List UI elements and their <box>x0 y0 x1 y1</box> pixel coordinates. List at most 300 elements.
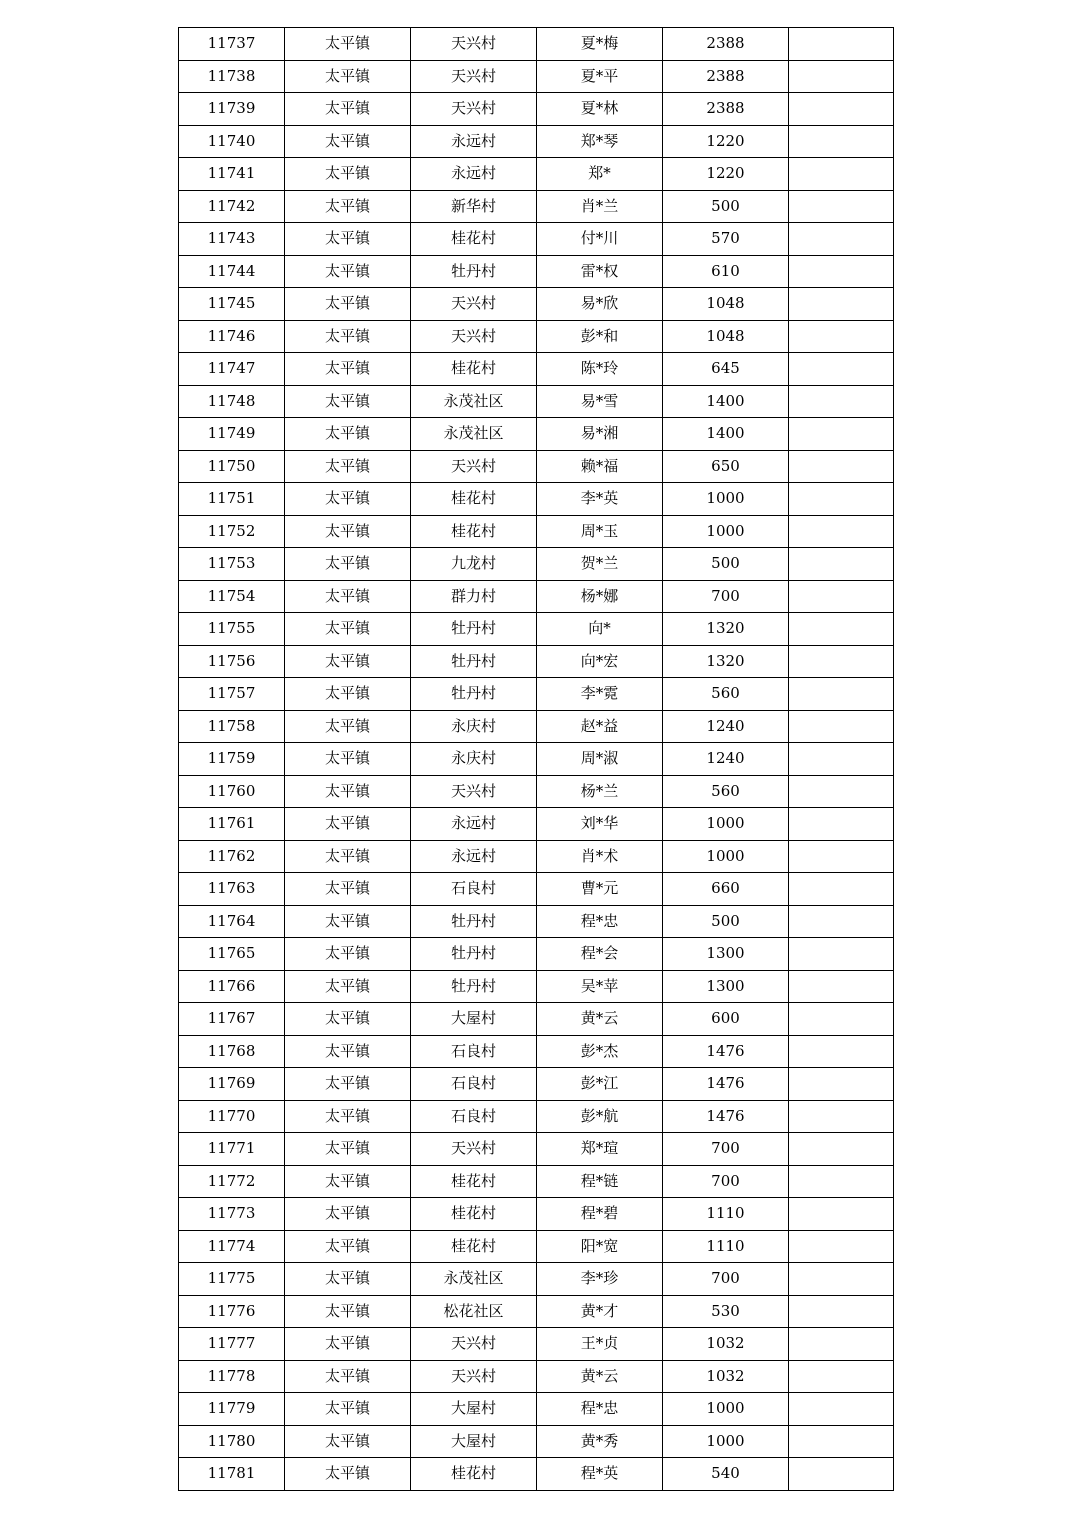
serial-number-cell: 11777 <box>179 1328 285 1361</box>
village-cell: 天兴村 <box>411 775 537 808</box>
name-cell: 肖*术 <box>537 840 663 873</box>
table-row <box>179 970 894 1003</box>
table-row <box>179 320 894 353</box>
town-cell: 太平镇 <box>285 1068 411 1101</box>
note-cell <box>789 515 894 548</box>
town-cell: 太平镇 <box>285 873 411 906</box>
village-cell: 永远村 <box>411 840 537 873</box>
amount-cell: 1400 <box>663 385 789 418</box>
serial-number-cell: 11770 <box>179 1100 285 1133</box>
serial-number-cell: 11753 <box>179 548 285 581</box>
name-cell: 周*淑 <box>537 743 663 776</box>
serial-number-cell: 11746 <box>179 320 285 353</box>
amount-cell: 560 <box>663 775 789 808</box>
note-cell <box>789 678 894 711</box>
table-row <box>179 873 894 906</box>
town-cell: 太平镇 <box>285 840 411 873</box>
village-cell: 桂花村 <box>411 1198 537 1231</box>
serial-number-cell: 11771 <box>179 1133 285 1166</box>
village-cell: 桂花村 <box>411 483 537 516</box>
note-cell <box>789 1100 894 1133</box>
amount-cell: 1000 <box>663 1393 789 1426</box>
name-cell: 李*珍 <box>537 1263 663 1296</box>
note-cell <box>789 873 894 906</box>
serial-number-cell: 11755 <box>179 613 285 646</box>
village-cell: 永茂社区 <box>411 418 537 451</box>
serial-number-cell: 11773 <box>179 1198 285 1231</box>
town-cell: 太平镇 <box>285 418 411 451</box>
town-cell: 太平镇 <box>285 1425 411 1458</box>
town-cell: 太平镇 <box>285 775 411 808</box>
name-cell: 贺*兰 <box>537 548 663 581</box>
village-cell: 永茂社区 <box>411 385 537 418</box>
village-cell: 永庆村 <box>411 710 537 743</box>
village-cell: 永远村 <box>411 158 537 191</box>
serial-number-cell: 11738 <box>179 60 285 93</box>
table-row <box>179 288 894 321</box>
serial-number-cell: 11747 <box>179 353 285 386</box>
table-row <box>179 158 894 191</box>
name-cell: 付*川 <box>537 223 663 256</box>
table-row <box>179 1458 894 1491</box>
note-cell <box>789 483 894 516</box>
serial-number-cell: 11740 <box>179 125 285 158</box>
note-cell <box>789 1068 894 1101</box>
name-cell: 程*忠 <box>537 905 663 938</box>
village-cell: 大屋村 <box>411 1425 537 1458</box>
amount-cell: 540 <box>663 1458 789 1491</box>
village-cell: 牡丹村 <box>411 613 537 646</box>
amount-cell: 1240 <box>663 710 789 743</box>
amount-cell: 530 <box>663 1295 789 1328</box>
note-cell <box>789 613 894 646</box>
serial-number-cell: 11757 <box>179 678 285 711</box>
village-cell: 永远村 <box>411 808 537 841</box>
note-cell <box>789 905 894 938</box>
table-row <box>179 60 894 93</box>
name-cell: 彭*航 <box>537 1100 663 1133</box>
amount-cell: 1110 <box>663 1198 789 1231</box>
village-cell: 牡丹村 <box>411 255 537 288</box>
note-cell <box>789 1425 894 1458</box>
name-cell: 黄*云 <box>537 1360 663 1393</box>
amount-cell: 2388 <box>663 60 789 93</box>
amount-cell: 1476 <box>663 1068 789 1101</box>
table-row <box>179 483 894 516</box>
name-cell: 王*贞 <box>537 1328 663 1361</box>
town-cell: 太平镇 <box>285 1458 411 1491</box>
table-row <box>179 580 894 613</box>
town-cell: 太平镇 <box>285 580 411 613</box>
town-cell: 太平镇 <box>285 678 411 711</box>
table-row <box>179 1068 894 1101</box>
amount-cell: 610 <box>663 255 789 288</box>
name-cell: 李*英 <box>537 483 663 516</box>
table-row <box>179 418 894 451</box>
village-cell: 桂花村 <box>411 223 537 256</box>
name-cell: 程*碧 <box>537 1198 663 1231</box>
table-row <box>179 255 894 288</box>
note-cell <box>789 1263 894 1296</box>
village-cell: 天兴村 <box>411 450 537 483</box>
amount-cell: 600 <box>663 1003 789 1036</box>
town-cell: 太平镇 <box>285 450 411 483</box>
village-cell: 石良村 <box>411 1100 537 1133</box>
note-cell <box>789 1295 894 1328</box>
town-cell: 太平镇 <box>285 1133 411 1166</box>
village-cell: 群力村 <box>411 580 537 613</box>
serial-number-cell: 11743 <box>179 223 285 256</box>
amount-cell: 1240 <box>663 743 789 776</box>
serial-number-cell: 11769 <box>179 1068 285 1101</box>
village-cell: 牡丹村 <box>411 970 537 1003</box>
amount-cell: 700 <box>663 580 789 613</box>
amount-cell: 650 <box>663 450 789 483</box>
note-cell <box>789 743 894 776</box>
name-cell: 彭*杰 <box>537 1035 663 1068</box>
serial-number-cell: 11765 <box>179 938 285 971</box>
serial-number-cell: 11737 <box>179 28 285 61</box>
note-cell <box>789 288 894 321</box>
town-cell: 太平镇 <box>285 1003 411 1036</box>
note-cell <box>789 840 894 873</box>
note-cell <box>789 1230 894 1263</box>
name-cell: 程*链 <box>537 1165 663 1198</box>
name-cell: 刘*华 <box>537 808 663 841</box>
note-cell <box>789 970 894 1003</box>
village-cell: 永庆村 <box>411 743 537 776</box>
table-row <box>179 1230 894 1263</box>
town-cell: 太平镇 <box>285 158 411 191</box>
name-cell: 易*湘 <box>537 418 663 451</box>
serial-number-cell: 11752 <box>179 515 285 548</box>
name-cell: 雷*权 <box>537 255 663 288</box>
amount-cell: 1000 <box>663 483 789 516</box>
serial-number-cell: 11763 <box>179 873 285 906</box>
name-cell: 黄*才 <box>537 1295 663 1328</box>
note-cell <box>789 450 894 483</box>
name-cell: 程*忠 <box>537 1393 663 1426</box>
amount-cell: 1220 <box>663 158 789 191</box>
serial-number-cell: 11768 <box>179 1035 285 1068</box>
town-cell: 太平镇 <box>285 60 411 93</box>
amount-cell: 660 <box>663 873 789 906</box>
note-cell <box>789 418 894 451</box>
note-cell <box>789 1328 894 1361</box>
town-cell: 太平镇 <box>285 1263 411 1296</box>
village-cell: 石良村 <box>411 1035 537 1068</box>
table-row <box>179 1003 894 1036</box>
village-cell: 松花社区 <box>411 1295 537 1328</box>
table-row <box>179 93 894 126</box>
table-row <box>179 1360 894 1393</box>
table-row <box>179 1263 894 1296</box>
village-cell: 牡丹村 <box>411 905 537 938</box>
village-cell: 石良村 <box>411 1068 537 1101</box>
serial-number-cell: 11742 <box>179 190 285 223</box>
table-row <box>179 1425 894 1458</box>
amount-cell: 1048 <box>663 320 789 353</box>
table-row <box>179 1328 894 1361</box>
table-row <box>179 125 894 158</box>
town-cell: 太平镇 <box>285 1230 411 1263</box>
name-cell: 程*英 <box>537 1458 663 1491</box>
note-cell <box>789 1165 894 1198</box>
name-cell: 赵*益 <box>537 710 663 743</box>
serial-number-cell: 11775 <box>179 1263 285 1296</box>
note-cell <box>789 1003 894 1036</box>
table-row <box>179 190 894 223</box>
village-cell: 天兴村 <box>411 320 537 353</box>
note-cell <box>789 385 894 418</box>
note-cell <box>789 255 894 288</box>
table-row <box>179 710 894 743</box>
village-cell: 桂花村 <box>411 515 537 548</box>
village-cell: 牡丹村 <box>411 645 537 678</box>
name-cell: 夏*平 <box>537 60 663 93</box>
amount-cell: 500 <box>663 905 789 938</box>
amount-cell: 1300 <box>663 970 789 1003</box>
amount-cell: 560 <box>663 678 789 711</box>
town-cell: 太平镇 <box>285 353 411 386</box>
name-cell: 黄*云 <box>537 1003 663 1036</box>
town-cell: 太平镇 <box>285 1360 411 1393</box>
name-cell: 曹*元 <box>537 873 663 906</box>
village-cell: 桂花村 <box>411 1230 537 1263</box>
amount-cell: 1048 <box>663 288 789 321</box>
village-cell: 天兴村 <box>411 60 537 93</box>
amount-cell: 1400 <box>663 418 789 451</box>
town-cell: 太平镇 <box>285 125 411 158</box>
table-row <box>179 1198 894 1231</box>
serial-number-cell: 11760 <box>179 775 285 808</box>
table-row <box>179 808 894 841</box>
name-cell: 易*欣 <box>537 288 663 321</box>
roster-table-body <box>179 28 894 1491</box>
note-cell <box>789 223 894 256</box>
village-cell: 大屋村 <box>411 1003 537 1036</box>
table-row <box>179 1133 894 1166</box>
roster-table <box>178 27 894 1491</box>
serial-number-cell: 11778 <box>179 1360 285 1393</box>
note-cell <box>789 28 894 61</box>
town-cell: 太平镇 <box>285 1393 411 1426</box>
name-cell: 易*雪 <box>537 385 663 418</box>
note-cell <box>789 158 894 191</box>
amount-cell: 700 <box>663 1165 789 1198</box>
table-row <box>179 1295 894 1328</box>
serial-number-cell: 11739 <box>179 93 285 126</box>
amount-cell: 1032 <box>663 1360 789 1393</box>
town-cell: 太平镇 <box>285 808 411 841</box>
note-cell <box>789 580 894 613</box>
town-cell: 太平镇 <box>285 223 411 256</box>
table-row <box>179 938 894 971</box>
amount-cell: 1220 <box>663 125 789 158</box>
amount-cell: 1110 <box>663 1230 789 1263</box>
note-cell <box>789 1458 894 1491</box>
table-row <box>179 1393 894 1426</box>
name-cell: 赖*福 <box>537 450 663 483</box>
note-cell <box>789 353 894 386</box>
name-cell: 阳*宽 <box>537 1230 663 1263</box>
table-row <box>179 450 894 483</box>
serial-number-cell: 11761 <box>179 808 285 841</box>
town-cell: 太平镇 <box>285 613 411 646</box>
town-cell: 太平镇 <box>285 1165 411 1198</box>
note-cell <box>789 808 894 841</box>
serial-number-cell: 11749 <box>179 418 285 451</box>
name-cell: 周*玉 <box>537 515 663 548</box>
serial-number-cell: 11744 <box>179 255 285 288</box>
serial-number-cell: 11774 <box>179 1230 285 1263</box>
name-cell: 陈*玲 <box>537 353 663 386</box>
amount-cell: 700 <box>663 1263 789 1296</box>
table-row <box>179 385 894 418</box>
serial-number-cell: 11772 <box>179 1165 285 1198</box>
town-cell: 太平镇 <box>285 385 411 418</box>
name-cell: 彭*江 <box>537 1068 663 1101</box>
amount-cell: 2388 <box>663 93 789 126</box>
table-row <box>179 223 894 256</box>
name-cell: 夏*梅 <box>537 28 663 61</box>
serial-number-cell: 11741 <box>179 158 285 191</box>
name-cell: 杨*娜 <box>537 580 663 613</box>
amount-cell: 500 <box>663 190 789 223</box>
serial-number-cell: 11762 <box>179 840 285 873</box>
serial-number-cell: 11776 <box>179 1295 285 1328</box>
town-cell: 太平镇 <box>285 645 411 678</box>
name-cell: 向*宏 <box>537 645 663 678</box>
town-cell: 太平镇 <box>285 483 411 516</box>
amount-cell: 1320 <box>663 645 789 678</box>
table-row <box>179 905 894 938</box>
table-row <box>179 353 894 386</box>
table-row <box>179 678 894 711</box>
note-cell <box>789 320 894 353</box>
serial-number-cell: 11754 <box>179 580 285 613</box>
name-cell: 吴*苹 <box>537 970 663 1003</box>
name-cell: 向* <box>537 613 663 646</box>
amount-cell: 645 <box>663 353 789 386</box>
village-cell: 天兴村 <box>411 93 537 126</box>
town-cell: 太平镇 <box>285 288 411 321</box>
note-cell <box>789 1198 894 1231</box>
name-cell: 郑* <box>537 158 663 191</box>
town-cell: 太平镇 <box>285 743 411 776</box>
village-cell: 永远村 <box>411 125 537 158</box>
serial-number-cell: 11764 <box>179 905 285 938</box>
village-cell: 桂花村 <box>411 1458 537 1491</box>
village-cell: 石良村 <box>411 873 537 906</box>
serial-number-cell: 11759 <box>179 743 285 776</box>
town-cell: 太平镇 <box>285 1295 411 1328</box>
name-cell: 黄*秀 <box>537 1425 663 1458</box>
table-row <box>179 1035 894 1068</box>
town-cell: 太平镇 <box>285 548 411 581</box>
name-cell: 夏*林 <box>537 93 663 126</box>
name-cell: 李*霓 <box>537 678 663 711</box>
serial-number-cell: 11767 <box>179 1003 285 1036</box>
village-cell: 天兴村 <box>411 1360 537 1393</box>
amount-cell: 700 <box>663 1133 789 1166</box>
amount-cell: 2388 <box>663 28 789 61</box>
village-cell: 天兴村 <box>411 1328 537 1361</box>
town-cell: 太平镇 <box>285 970 411 1003</box>
town-cell: 太平镇 <box>285 93 411 126</box>
village-cell: 天兴村 <box>411 1133 537 1166</box>
town-cell: 太平镇 <box>285 1100 411 1133</box>
note-cell <box>789 125 894 158</box>
village-cell: 天兴村 <box>411 288 537 321</box>
note-cell <box>789 775 894 808</box>
village-cell: 大屋村 <box>411 1393 537 1426</box>
town-cell: 太平镇 <box>285 28 411 61</box>
amount-cell: 1476 <box>663 1035 789 1068</box>
town-cell: 太平镇 <box>285 905 411 938</box>
name-cell: 彭*和 <box>537 320 663 353</box>
serial-number-cell: 11756 <box>179 645 285 678</box>
amount-cell: 1000 <box>663 808 789 841</box>
town-cell: 太平镇 <box>285 255 411 288</box>
note-cell <box>789 93 894 126</box>
note-cell <box>789 645 894 678</box>
village-cell: 新华村 <box>411 190 537 223</box>
town-cell: 太平镇 <box>285 1198 411 1231</box>
serial-number-cell: 11745 <box>179 288 285 321</box>
amount-cell: 1300 <box>663 938 789 971</box>
name-cell: 杨*兰 <box>537 775 663 808</box>
serial-number-cell: 11780 <box>179 1425 285 1458</box>
village-cell: 牡丹村 <box>411 678 537 711</box>
table-row <box>179 743 894 776</box>
amount-cell: 1476 <box>663 1100 789 1133</box>
town-cell: 太平镇 <box>285 515 411 548</box>
table-row <box>179 840 894 873</box>
village-cell: 牡丹村 <box>411 938 537 971</box>
town-cell: 太平镇 <box>285 1035 411 1068</box>
table-row <box>179 775 894 808</box>
serial-number-cell: 11750 <box>179 450 285 483</box>
table-row <box>179 1165 894 1198</box>
note-cell <box>789 548 894 581</box>
town-cell: 太平镇 <box>285 320 411 353</box>
village-cell: 九龙村 <box>411 548 537 581</box>
town-cell: 太平镇 <box>285 1328 411 1361</box>
table-row <box>179 613 894 646</box>
amount-cell: 1000 <box>663 1425 789 1458</box>
amount-cell: 1000 <box>663 515 789 548</box>
table-row <box>179 515 894 548</box>
table-row <box>179 28 894 61</box>
amount-cell: 500 <box>663 548 789 581</box>
amount-cell: 1320 <box>663 613 789 646</box>
village-cell: 桂花村 <box>411 353 537 386</box>
table-row <box>179 1100 894 1133</box>
note-cell <box>789 1393 894 1426</box>
serial-number-cell: 11779 <box>179 1393 285 1426</box>
village-cell: 桂花村 <box>411 1165 537 1198</box>
note-cell <box>789 1360 894 1393</box>
village-cell: 永茂社区 <box>411 1263 537 1296</box>
town-cell: 太平镇 <box>285 190 411 223</box>
name-cell: 郑*瑄 <box>537 1133 663 1166</box>
amount-cell: 1000 <box>663 840 789 873</box>
serial-number-cell: 11781 <box>179 1458 285 1491</box>
note-cell <box>789 938 894 971</box>
note-cell <box>789 1035 894 1068</box>
name-cell: 肖*兰 <box>537 190 663 223</box>
